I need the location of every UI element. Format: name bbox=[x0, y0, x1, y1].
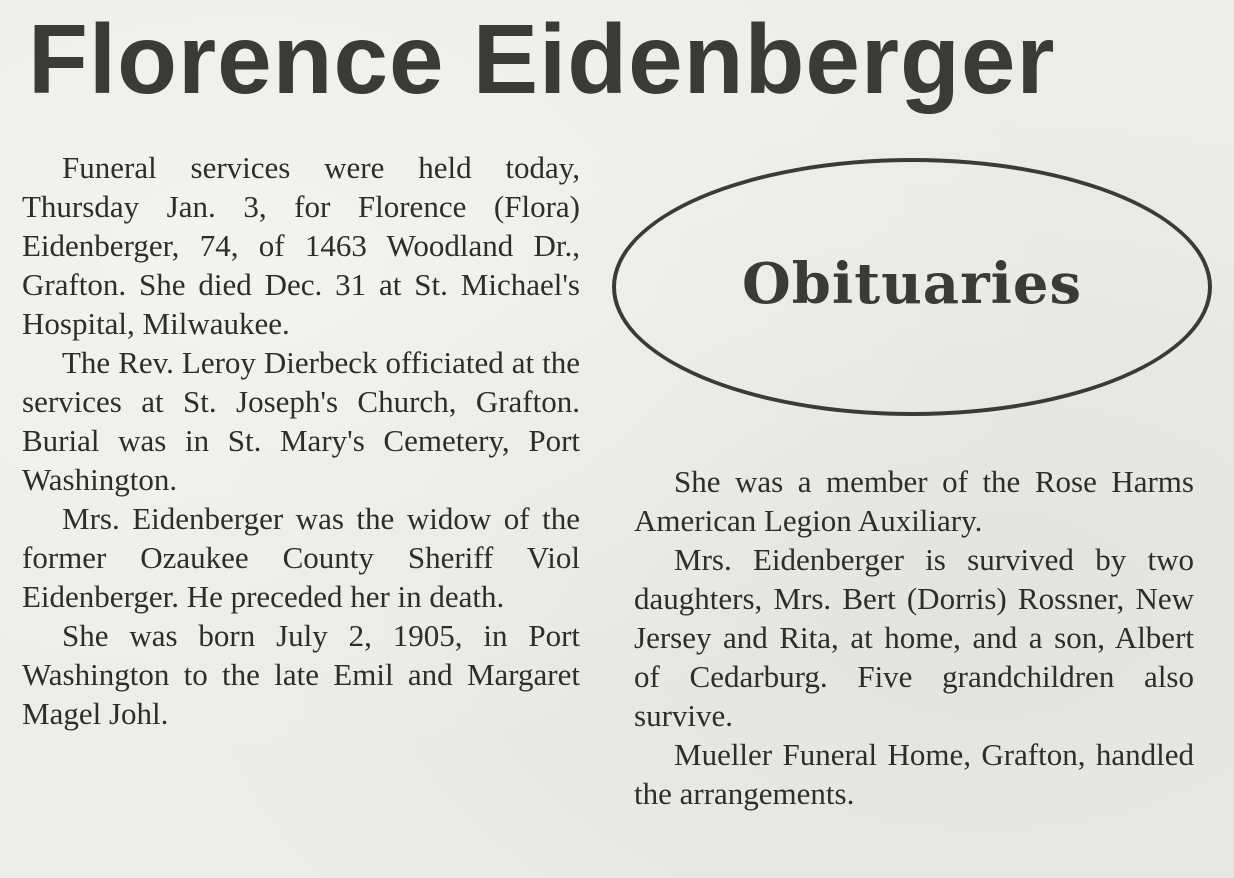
obituary-headline: Florence Eidenberger bbox=[28, 4, 1056, 114]
left-column bbox=[22, 148, 580, 733]
paragraph-survivors: Mrs. Eidenberger is survived by two daughters, Mrs. Bert (Dorris) Rossner, New Jersey and Rita, at home, and a son, Albert of Cedarburg. Five grandchildren also survive. bbox=[634, 542, 1194, 733]
obituaries-section-oval bbox=[612, 158, 1212, 416]
paragraph-funeral-services: Funeral services were held today, Thursday Jan. 3, for Florence (Flora) Eidenberger, 74, of 1463 Woodland Dr., Grafton. She died Dec. 31 at St. Michael's Hospital, Milwaukee. bbox=[22, 150, 580, 341]
paragraph-membership: She was a member of the Rose Harms American Legion Auxiliary. bbox=[634, 464, 1194, 538]
right-column bbox=[634, 462, 1194, 813]
paragraph-officiant-burial: The Rev. Leroy Dierbeck officiated at the services at St. Joseph's Church, Grafton. Burial was in St. Mary's Cemetery, Port Washington. bbox=[22, 345, 580, 497]
paragraph-birth: She was born July 2, 1905, in Port Washington to the late Emil and Margaret Magel Johl. bbox=[22, 618, 580, 731]
paragraph-widow: Mrs. Eidenberger was the widow of the former Ozaukee County Sheriff Viol Eidenberger. He preceded her in death. bbox=[22, 501, 580, 614]
paragraph-arrangements: Mueller Funeral Home, Grafton, handled the arrangements. bbox=[634, 737, 1194, 811]
section-label: Obituaries bbox=[741, 251, 1082, 317]
